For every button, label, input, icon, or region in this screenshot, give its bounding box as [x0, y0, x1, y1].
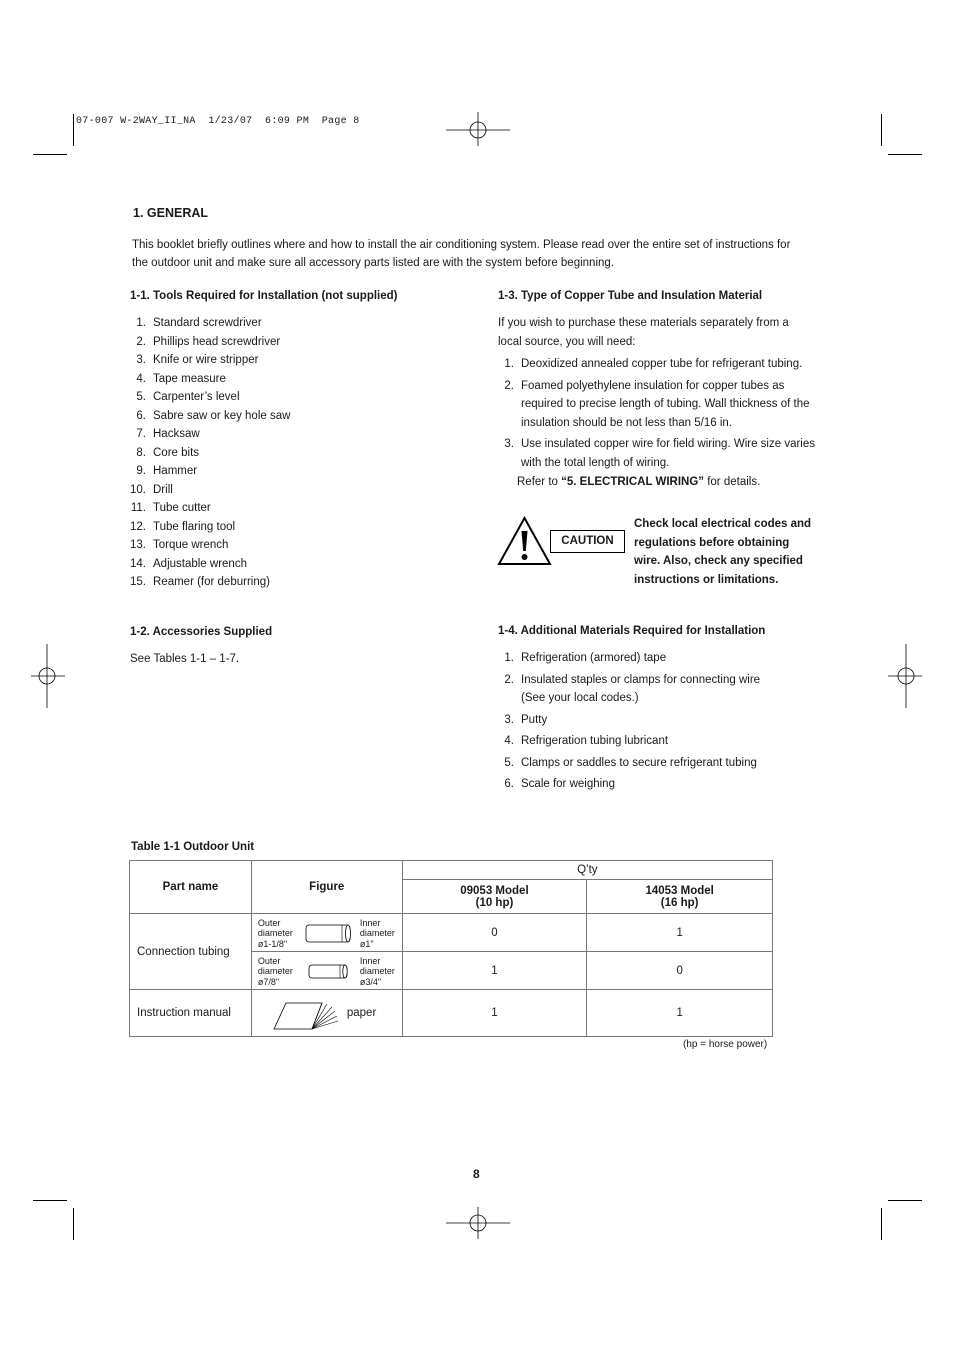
page-number: 8: [473, 1167, 480, 1181]
list-number: 7.: [136, 428, 146, 440]
list-number: 8.: [136, 446, 146, 459]
model-hp: (16 hp): [660, 896, 699, 909]
list-item: [498, 435, 828, 472]
list-text: Phillips head screwdriver: [153, 335, 281, 348]
list-number: 9.: [136, 465, 146, 477]
list-text: Adjustable wrench: [153, 557, 247, 570]
qty-cell: 1: [402, 990, 587, 1037]
model-name: 09053 Model: [460, 884, 529, 897]
list-item: [498, 649, 828, 668]
list-number: 5.: [136, 391, 146, 403]
list-line: Putty: [521, 713, 548, 726]
crop-mark: [33, 1200, 67, 1201]
list-text: Sabre saw or key hole saw: [153, 409, 291, 422]
list-number: 4.: [504, 735, 514, 747]
list-item: [130, 555, 460, 574]
list-line: Insulated staples or clamps for connecting wire: [521, 673, 761, 686]
list-text: Hammer: [153, 465, 198, 477]
list-item: [130, 462, 460, 481]
list-number: 6.: [136, 409, 146, 422]
list-text: Standard screwdriver: [153, 317, 262, 329]
list-number: 12.: [130, 520, 146, 533]
list-line: Refrigeration (armored) tape: [521, 652, 667, 664]
list-number: 2.: [504, 379, 514, 392]
list-text: Carpenter’s level: [153, 391, 240, 403]
model-name: 14053 Model: [645, 884, 714, 897]
list-item: [498, 775, 828, 794]
caution-line: Check local electrical codes and: [634, 518, 812, 530]
refer-text: for details.: [704, 476, 761, 488]
qty-cell: 0: [402, 914, 587, 952]
figure-label: paper: [346, 1007, 377, 1019]
list-number: 14.: [130, 557, 146, 570]
part-cell: Instruction manual: [130, 990, 252, 1037]
registration-mark-icon: [446, 1191, 510, 1255]
list-item: [130, 314, 460, 333]
printer-slug: 07-007 W-2WAY_II_NA 1/23/07 6:09 PM Page 8: [76, 116, 360, 127]
list-number: 6.: [504, 778, 514, 790]
copper-intro-line: If you wish to purchase these materials separately from a: [498, 317, 789, 329]
inner-diameter-label: Inner diameter ø1": [359, 917, 395, 949]
copper-intro: [498, 314, 828, 352]
qty-cell: 0: [587, 952, 773, 990]
refer-link-text: “5. ELECTRICAL WIRING”: [561, 476, 705, 488]
list-line: insulation should be not less than 5/16 in.: [521, 416, 732, 429]
list-number: 1.: [504, 652, 514, 664]
list-line: Use insulated copper wire for field wiring. Wire size varies: [521, 438, 815, 450]
qty-cell: 1: [587, 914, 773, 952]
list-item: [130, 536, 460, 555]
list-item: [498, 355, 828, 374]
caution-text: [634, 515, 811, 589]
list-line: (See your local codes.): [521, 692, 639, 704]
list-item: [498, 711, 828, 730]
tube-small-icon: [304, 962, 354, 982]
list-text: Tape measure: [153, 372, 226, 385]
list-line: Foamed polyethylene insulation for copper tubes as: [521, 379, 785, 392]
additional-heading: 1-4. Additional Materials Required for Installation: [498, 625, 766, 637]
header-model-09053: [402, 880, 587, 914]
crop-mark: [33, 154, 67, 155]
list-number: 2.: [504, 673, 514, 686]
tools-list: [130, 314, 460, 592]
accessories-text: See Tables 1-1 – 1-7.: [130, 653, 240, 665]
table-note: (hp = horse power): [683, 1039, 768, 1050]
table-title: Table 1-1 Outdoor Unit: [131, 841, 255, 853]
caution-line: regulations before obtaining: [634, 536, 790, 549]
registration-mark-icon: [874, 644, 938, 708]
header-qty: Q’ty: [402, 861, 772, 880]
crop-mark: [888, 154, 922, 155]
list-number: 1.: [504, 358, 514, 370]
list-text: Reamer (for deburring): [153, 576, 270, 588]
list-item: [130, 499, 460, 518]
list-item: [130, 444, 460, 463]
list-item: [498, 671, 828, 708]
list-line: with the total length of wiring.: [521, 456, 670, 469]
list-line: Clamps or saddles to secure refrigerant tubing: [521, 756, 757, 769]
list-text: Tube flaring tool: [153, 520, 236, 533]
list-number: 11.: [130, 502, 146, 514]
crop-mark: [881, 114, 882, 146]
outer-diameter-label: Outer diameter ø1-1/8": [257, 917, 293, 949]
registration-mark-icon: [31, 644, 95, 708]
intro-paragraph: [132, 236, 832, 272]
caution-line: instructions or limitations.: [634, 573, 779, 586]
tube-large-icon: [304, 924, 354, 944]
header-part-name: Part name: [130, 861, 252, 914]
list-text: Torque wrench: [153, 539, 229, 551]
part-cell: Connection tubing: [130, 914, 252, 990]
list-item: [498, 377, 828, 433]
list-item: [130, 407, 460, 426]
crop-mark: [73, 114, 74, 146]
copper-heading: 1-3. Type of Copper Tube and Insulation Material: [498, 290, 763, 302]
intro-line: the outdoor unit and make sure all accessory parts listed are with the system before beginning.: [132, 257, 614, 269]
list-number: 3.: [136, 354, 146, 366]
outdoor-unit-table: [129, 860, 773, 1037]
list-item: [498, 754, 828, 773]
table-row: [130, 914, 773, 952]
list-number: 5.: [504, 756, 514, 769]
list-number: 2.: [136, 335, 146, 348]
list-number: 13.: [130, 539, 146, 551]
list-number: 10.: [130, 483, 146, 496]
list-number: 1.: [136, 317, 146, 329]
refer-note: [517, 473, 760, 491]
figure-cell: [251, 914, 402, 952]
table-row: [130, 990, 773, 1037]
list-item: [130, 333, 460, 352]
list-number: 3.: [504, 438, 514, 450]
list-item: [130, 351, 460, 370]
list-text: Drill: [153, 483, 173, 496]
list-line: Refrigeration tubing lubricant: [521, 735, 669, 747]
section-title: 1. GENERAL: [133, 206, 209, 220]
inner-diameter-label: Inner diameter ø3/4": [359, 955, 395, 987]
crop-mark: [881, 1208, 882, 1240]
figure-cell: [251, 990, 402, 1037]
accessories-heading: 1-2. Accessories Supplied: [130, 626, 273, 638]
list-line: Deoxidized annealed copper tube for refrigerant tubing.: [521, 358, 803, 370]
list-item: [498, 732, 828, 751]
caution-line: wire. Also, check any specified: [634, 555, 803, 567]
manual-paper-icon: [272, 999, 342, 1031]
copper-list: [498, 355, 828, 475]
list-item: [130, 370, 460, 389]
list-item: [130, 481, 460, 500]
list-number: 3.: [504, 713, 514, 726]
warning-triangle-icon: [497, 516, 552, 566]
list-item: [130, 518, 460, 537]
list-text: Tube cutter: [153, 502, 211, 514]
qty-cell: 1: [402, 952, 587, 990]
list-text: Knife or wire stripper: [153, 354, 259, 366]
header-model-14053: [587, 880, 773, 914]
list-line: required to precise length of tubing. Wall thickness of the: [521, 398, 810, 410]
qty-cell: 1: [587, 990, 773, 1037]
header-figure: Figure: [251, 861, 402, 914]
refer-text: Refer to: [517, 476, 562, 488]
figure-cell: [251, 952, 402, 990]
model-hp: (10 hp): [475, 896, 514, 909]
list-item: [130, 573, 460, 592]
list-number: 4.: [136, 372, 146, 385]
outer-diameter-label: Outer diameter ø7/8": [257, 955, 293, 987]
copper-intro-line: local source, you will need:: [498, 336, 636, 348]
list-item: [130, 425, 460, 444]
list-item: [130, 388, 460, 407]
crop-mark: [888, 1200, 922, 1201]
caution-label: CAUTION: [550, 530, 625, 553]
list-number: 15.: [130, 576, 146, 588]
tools-heading: 1-1. Tools Required for Installation (not supplied): [130, 290, 398, 302]
intro-line: This booklet briefly outlines where and how to install the air conditioning system. Please read over the entire set of instructions for: [132, 239, 791, 251]
registration-mark-icon: [446, 98, 510, 162]
crop-mark: [73, 1208, 74, 1240]
list-line: Scale for weighing: [521, 778, 615, 790]
additional-list: [498, 649, 828, 797]
list-text: Hacksaw: [153, 428, 200, 440]
list-text: Core bits: [153, 446, 200, 459]
